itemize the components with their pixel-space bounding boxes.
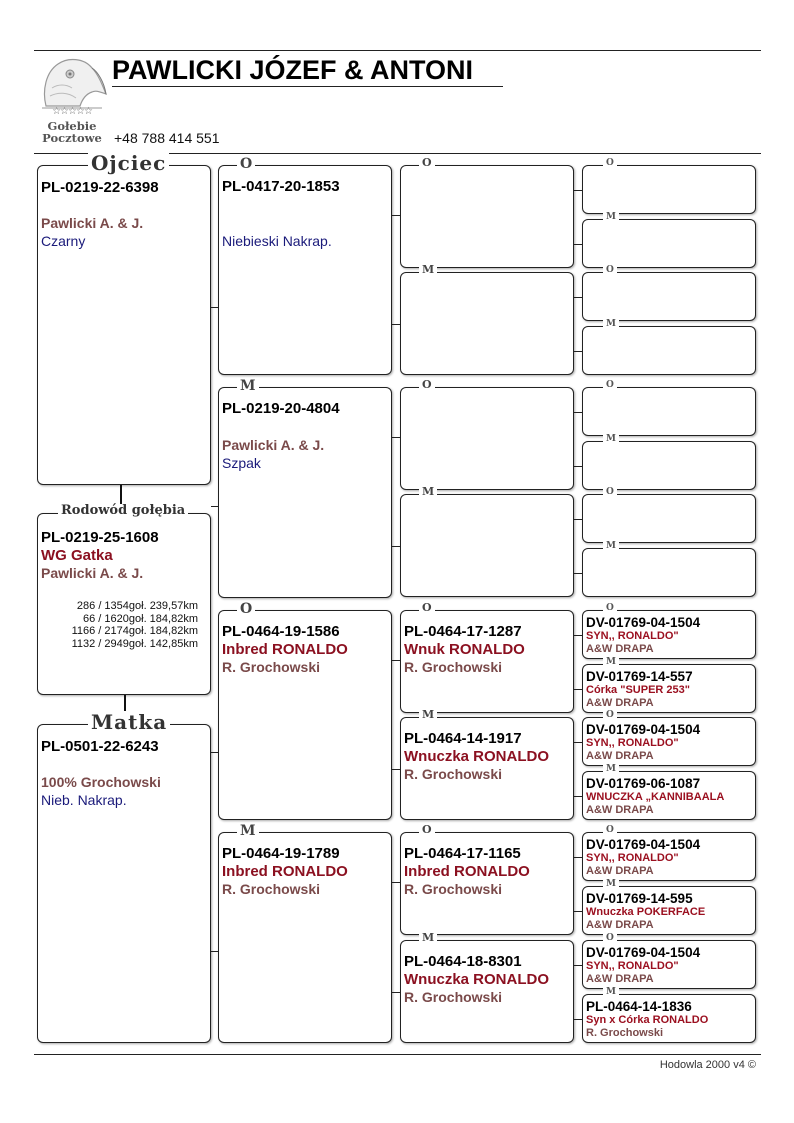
ancestor-breeder: A&W DRAPA bbox=[586, 750, 654, 762]
parent-sex-label: O bbox=[419, 823, 435, 837]
parent-sex-label: M bbox=[603, 212, 619, 223]
parent-sex-label: M bbox=[419, 708, 437, 722]
phone-number: +48 788 414 551 bbox=[114, 130, 220, 146]
ancestor-breeder: A&W DRAPA bbox=[586, 643, 654, 655]
ancestor-breeder: A&W DRAPA bbox=[586, 919, 654, 931]
ancestor-name: WNUCZKA „KANNIBAALA bbox=[586, 791, 725, 803]
pedigree-label: Rodowód gołębia bbox=[58, 504, 188, 518]
ancestor-box[interactable] bbox=[400, 823, 574, 935]
ancestor-name: Wnuczka POKERFACE bbox=[586, 906, 706, 918]
result-row: 1166 / 2174goł. 184,82km bbox=[71, 625, 198, 637]
ancestor-breeder: A&W DRAPA bbox=[586, 804, 654, 816]
grandparent-ring: PL-0464-19-1586 bbox=[222, 623, 340, 640]
connector bbox=[574, 742, 582, 743]
parent-sex-label: M bbox=[603, 987, 619, 998]
ancestor-box-small[interactable] bbox=[582, 541, 756, 597]
connector bbox=[392, 769, 400, 770]
grandparent-name: Inbred RONALDO bbox=[222, 641, 348, 658]
connector bbox=[392, 882, 400, 883]
ancestor-name: Wnuk RONALDO bbox=[404, 641, 525, 658]
connector bbox=[211, 307, 218, 308]
father-ring: PL-0219-22-6398 bbox=[41, 179, 159, 196]
grandparent-breeder: R. Grochowski bbox=[222, 659, 321, 675]
ancestor-name: Syn x Córka RONALDO bbox=[586, 1014, 709, 1026]
mother-color: Nieb. Nakrap. bbox=[41, 792, 127, 808]
ancestor-box-small[interactable] bbox=[582, 212, 756, 268]
grandparent-box[interactable] bbox=[218, 601, 392, 820]
result-row: 286 / 1354goł. 239,57km bbox=[76, 600, 198, 612]
connector bbox=[574, 190, 582, 191]
subject-breeder: Pawlicki A. & J. bbox=[41, 565, 144, 581]
ancestor-breeder: R. Grochowski bbox=[404, 881, 503, 897]
parent-sex-label: M bbox=[419, 931, 437, 945]
parent-sex-label: M bbox=[603, 657, 619, 668]
ancestor-box[interactable] bbox=[400, 485, 574, 597]
ancestor-box-small[interactable] bbox=[582, 879, 756, 935]
logo-line1: Gołebie bbox=[47, 119, 97, 133]
connector bbox=[574, 244, 582, 245]
parent-sex-label: M bbox=[603, 764, 619, 775]
father-label: Ojciec bbox=[88, 152, 169, 174]
race-results bbox=[38, 600, 198, 650]
ancestor-ring: DV-01769-14-557 bbox=[586, 669, 693, 684]
ancestor-name: SYN,, RONALDO" bbox=[586, 960, 679, 972]
parent-sex-label: M bbox=[603, 319, 619, 330]
ancestor-name: Inbred RONALDO bbox=[404, 863, 530, 880]
connector bbox=[392, 660, 400, 661]
grandparent-breeder: Pawlicki A. & J. bbox=[222, 437, 325, 453]
grandparent-ring: PL-0417-20-1853 bbox=[222, 178, 340, 195]
ancestor-name: Wnuczka RONALDO bbox=[404, 971, 550, 988]
connector bbox=[392, 546, 400, 547]
ancestor-breeder: A&W DRAPA bbox=[586, 697, 654, 709]
result-row: 66 / 1620goł. 184,82km bbox=[83, 612, 198, 625]
ancestor-box[interactable] bbox=[400, 378, 574, 490]
grandparent-box[interactable] bbox=[218, 823, 392, 1043]
ancestor-ring: PL-0464-14-1917 bbox=[404, 730, 522, 747]
connector bbox=[574, 1019, 582, 1020]
logo-stars: ☆☆☆☆☆ bbox=[52, 106, 92, 117]
ancestor-box[interactable] bbox=[400, 156, 574, 268]
connector bbox=[574, 965, 582, 966]
ancestor-name: SYN,, RONALDO" bbox=[586, 630, 679, 642]
logo-line2: Pocztowe bbox=[42, 131, 102, 145]
connector bbox=[574, 689, 582, 690]
parent-sex-label: O bbox=[603, 710, 617, 721]
parent-sex-label: O bbox=[419, 156, 435, 170]
grandparent-box[interactable] bbox=[218, 378, 392, 598]
connector bbox=[574, 519, 582, 520]
connector bbox=[211, 752, 218, 753]
parent-sex-label: O bbox=[603, 380, 617, 391]
grandparent-name: Inbred RONALDO bbox=[222, 863, 348, 880]
connector bbox=[392, 992, 400, 993]
parent-sex-label: M bbox=[419, 485, 437, 499]
father-box[interactable] bbox=[37, 151, 211, 485]
ancestor-ring: DV-01769-06-1087 bbox=[586, 776, 701, 791]
connector bbox=[574, 466, 582, 467]
ancestor-name: Córka "SUPER 253" bbox=[586, 684, 690, 696]
connector bbox=[574, 412, 582, 413]
ancestor-ring: DV-01769-14-595 bbox=[586, 891, 693, 906]
ancestor-breeder: A&W DRAPA bbox=[586, 973, 654, 985]
parent-sex-label: O bbox=[603, 265, 617, 276]
ancestor-box-small[interactable] bbox=[582, 265, 756, 321]
ancestor-box-small[interactable] bbox=[582, 380, 756, 436]
top-rule bbox=[34, 50, 761, 51]
ancestor-box-small[interactable] bbox=[582, 158, 756, 214]
ancestor-box-small[interactable] bbox=[582, 987, 756, 1043]
connector bbox=[211, 951, 218, 952]
parent-sex-label: M bbox=[237, 823, 259, 839]
ancestor-ring: PL-0464-17-1287 bbox=[404, 623, 522, 640]
ancestor-name: Wnuczka RONALDO bbox=[404, 748, 550, 765]
ancestor-ring: DV-01769-04-1504 bbox=[586, 945, 701, 960]
parent-sex-label: M bbox=[603, 541, 619, 552]
grandparent-color: Szpak bbox=[222, 455, 261, 471]
footer-text: Hodowla 2000 v4 © bbox=[659, 1059, 756, 1071]
ancestor-box-small[interactable] bbox=[582, 933, 756, 989]
footer-rule bbox=[34, 1054, 761, 1055]
connector bbox=[574, 911, 582, 912]
ancestor-ring: DV-01769-04-1504 bbox=[586, 837, 701, 852]
connector bbox=[574, 635, 582, 636]
parent-sex-label: M bbox=[603, 879, 619, 890]
ancestor-ring: DV-01769-04-1504 bbox=[586, 615, 701, 630]
connector bbox=[211, 506, 218, 507]
parent-sex-label: M bbox=[603, 434, 619, 445]
ancestor-breeder: A&W DRAPA bbox=[586, 865, 654, 877]
father-breeder: Pawlicki A. & J. bbox=[41, 215, 144, 231]
ancestor-breeder: R. Grochowski bbox=[586, 1027, 664, 1039]
subject-ring: PL-0219-25-1608 bbox=[41, 529, 159, 546]
grandparent-box[interactable] bbox=[218, 156, 392, 375]
connector bbox=[574, 796, 582, 797]
ancestor-name: SYN,, RONALDO" bbox=[586, 852, 679, 864]
parent-sex-label: O bbox=[603, 158, 617, 169]
ancestor-box-small[interactable] bbox=[582, 319, 756, 375]
ancestor-box[interactable] bbox=[400, 931, 574, 1043]
grandparent-ring: PL-0219-20-4804 bbox=[222, 400, 340, 417]
ancestor-ring: PL-0464-14-1836 bbox=[586, 999, 692, 1014]
connector bbox=[392, 215, 400, 216]
ancestor-box[interactable] bbox=[400, 263, 574, 375]
subject-box[interactable] bbox=[37, 503, 211, 695]
connector bbox=[574, 297, 582, 298]
parent-sex-label: M bbox=[419, 263, 437, 277]
title-underline bbox=[112, 86, 503, 87]
parent-sex-label: O bbox=[237, 156, 255, 172]
mother-breeder: 100% Grochowski bbox=[41, 774, 161, 790]
ancestor-name: SYN,, RONALDO" bbox=[586, 737, 679, 749]
father-color: Czarny bbox=[41, 233, 86, 249]
pigeon-head-icon bbox=[36, 54, 108, 110]
connector bbox=[392, 437, 400, 438]
connector bbox=[574, 351, 582, 352]
ancestor-breeder: R. Grochowski bbox=[404, 989, 503, 1005]
grandparent-ring: PL-0464-19-1789 bbox=[222, 845, 340, 862]
ancestor-box-small[interactable] bbox=[582, 825, 756, 881]
parent-sex-label: O bbox=[419, 378, 435, 392]
result-row: 1132 / 2949goł. 142,85km bbox=[71, 637, 198, 650]
ancestor-box-small[interactable] bbox=[582, 710, 756, 766]
mother-ring: PL-0501-22-6243 bbox=[41, 738, 159, 755]
page-title: PAWLICKI JÓZEF & ANTONI bbox=[112, 55, 474, 85]
grandparent-color: Niebieski Nakrap. bbox=[222, 233, 332, 249]
ancestor-box-small[interactable] bbox=[582, 487, 756, 543]
connector bbox=[392, 324, 400, 325]
parent-sex-label: O bbox=[603, 933, 617, 944]
parent-sex-label: O bbox=[237, 601, 255, 617]
ancestor-box-small[interactable] bbox=[582, 764, 756, 820]
ancestor-ring: PL-0464-18-8301 bbox=[404, 953, 522, 970]
ancestor-box[interactable] bbox=[400, 708, 574, 820]
mother-label: Matka bbox=[88, 711, 170, 733]
subject-name: WG Gatka bbox=[41, 547, 113, 564]
parent-sex-label: O bbox=[603, 487, 617, 498]
ancestor-box-small[interactable] bbox=[582, 434, 756, 490]
ancestor-breeder: R. Grochowski bbox=[404, 766, 503, 782]
ancestor-box[interactable] bbox=[400, 601, 574, 713]
grandparent-breeder: R. Grochowski bbox=[222, 881, 321, 897]
parent-sex-label: O bbox=[603, 603, 617, 614]
parent-sex-label: O bbox=[419, 601, 435, 615]
ancestor-box-small[interactable] bbox=[582, 603, 756, 659]
ancestor-breeder: R. Grochowski bbox=[404, 659, 503, 675]
ancestor-ring: DV-01769-04-1504 bbox=[586, 722, 701, 737]
mother-box[interactable] bbox=[37, 710, 211, 1043]
parent-sex-label: M bbox=[237, 378, 259, 394]
parent-sex-label: O bbox=[603, 825, 617, 836]
connector bbox=[574, 573, 582, 574]
ancestor-box-small[interactable] bbox=[582, 657, 756, 713]
ancestor-ring: PL-0464-17-1165 bbox=[404, 845, 521, 862]
connector bbox=[574, 857, 582, 858]
